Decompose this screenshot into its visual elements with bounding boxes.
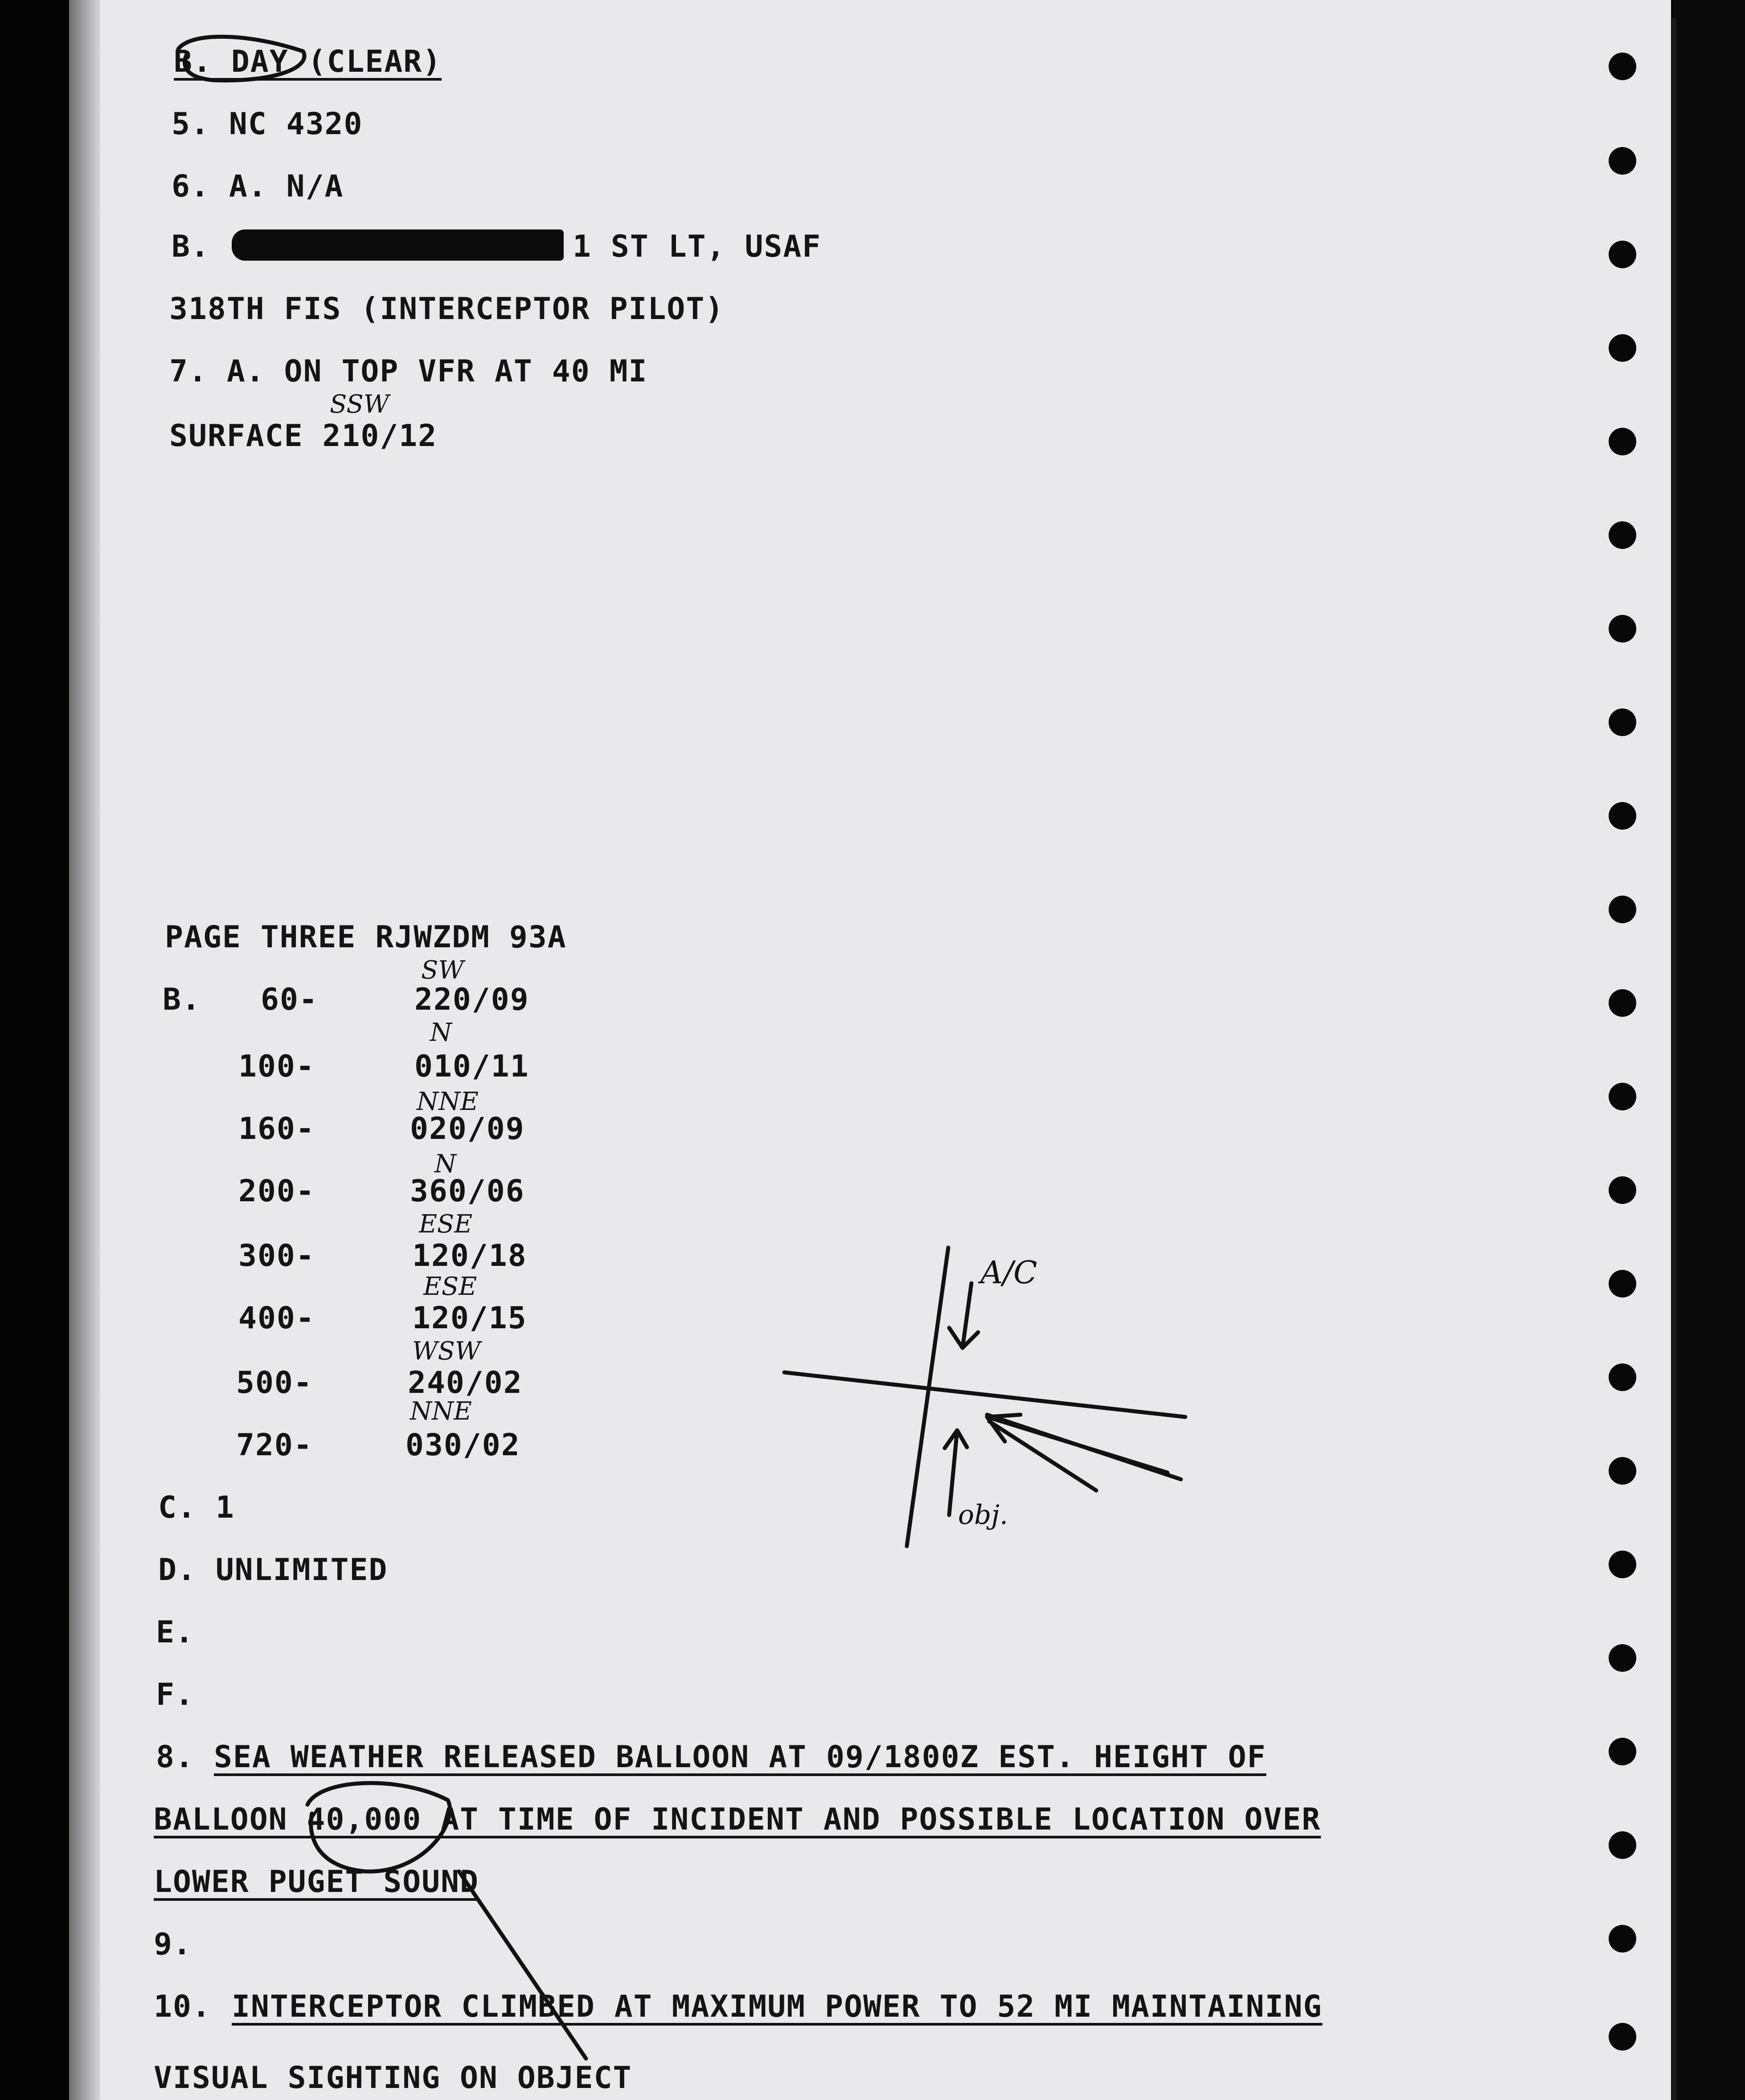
item-6b-unit: 318TH FIS (INTERCEPTOR PILOT)	[169, 291, 725, 327]
wind-level: 300-	[238, 1238, 315, 1273]
item-5-aircraft: 5. NC 4320	[172, 106, 363, 142]
wind-level: 60-	[261, 982, 318, 1017]
wind-direction-note: WSW	[412, 1337, 481, 1366]
item-10-number: 10.	[154, 1989, 211, 2024]
wind-value: 220/09	[414, 982, 529, 1017]
item-e: E.	[156, 1615, 194, 1650]
item-d-ceiling: D. UNLIMITED	[158, 1552, 388, 1588]
wind-level: 500-	[236, 1365, 313, 1400]
item-9: 9.	[154, 1927, 192, 1962]
sketch-label-object: obj.	[958, 1499, 1008, 1531]
wind-value: 010/11	[414, 1049, 529, 1084]
sketch-label-aircraft: A/C	[980, 1254, 1037, 1291]
pointer-line	[459, 1871, 586, 2059]
item-8-number: 8.	[156, 1740, 194, 1775]
item-6a: 6. A. N/A	[172, 169, 344, 204]
sketch-ray-2	[987, 1417, 1167, 1473]
surface-wind-annotation: SSW	[330, 390, 389, 419]
wind-direction-note: N	[434, 1150, 456, 1179]
item-10-line1: INTERCEPTOR CLIMBED AT MAXIMUM POWER TO 52 MI MAINTAINING	[232, 1989, 1323, 2024]
item-c: C. 1	[158, 1490, 235, 1525]
wind-value: 120/18	[412, 1238, 527, 1273]
wind-value: 030/02	[406, 1428, 520, 1463]
wind-value: 240/02	[408, 1365, 523, 1400]
item-6b-rank: 1 ST LT, USAF	[573, 229, 822, 264]
wind-direction-note: N	[430, 1018, 452, 1047]
surface-wind: SURFACE 210/12	[169, 418, 438, 454]
item-8-line1: SEA WEATHER RELEASED BALLOON AT 09/1800Z EST. HEIGHT OF	[214, 1740, 1266, 1775]
wind-value: 120/15	[412, 1301, 527, 1336]
item-f: F.	[156, 1677, 194, 1712]
sketch-vertical-axis	[907, 1248, 948, 1546]
wind-level: 160-	[238, 1111, 315, 1146]
item-7a-weather: 7. A. ON TOP VFR AT 40 MI	[169, 354, 648, 389]
item-10-line2-cut: VISUAL SIGHTING ON OBJECT	[154, 2060, 632, 2096]
circle-40000	[307, 1783, 450, 1871]
item-6b-label: B.	[172, 229, 210, 264]
wind-level: 100-	[238, 1049, 315, 1084]
wind-direction-note: NNE	[417, 1087, 479, 1116]
wind-level: 200-	[238, 1174, 315, 1209]
wind-level: 400-	[238, 1301, 315, 1336]
item-8-line3: LOWER PUGET SOUND	[154, 1864, 479, 1899]
circle-day	[178, 37, 304, 80]
wind-direction-note: ESE	[419, 1210, 473, 1239]
item-b-sky-condition: B. DAY (CLEAR)	[174, 44, 442, 79]
wind-direction-note: SW	[421, 956, 464, 985]
wind-value: 360/06	[410, 1174, 525, 1209]
wind-level: 720-	[236, 1428, 313, 1463]
item-8-line2: BALLOON 40,000 AT TIME OF INCIDENT AND POSSIBLE LOCATION OVER	[154, 1802, 1321, 1837]
winds-aloft-label: B.	[163, 982, 201, 1017]
aircraft-arrow	[949, 1283, 978, 1348]
wind-direction-note: ESE	[423, 1272, 477, 1301]
wind-direction-note: NNE	[410, 1397, 472, 1426]
sketch-horizontal-axis	[784, 1372, 1185, 1417]
wind-value: 020/09	[410, 1111, 525, 1146]
page-header: PAGE THREE RJWZDM 93A	[165, 920, 567, 955]
